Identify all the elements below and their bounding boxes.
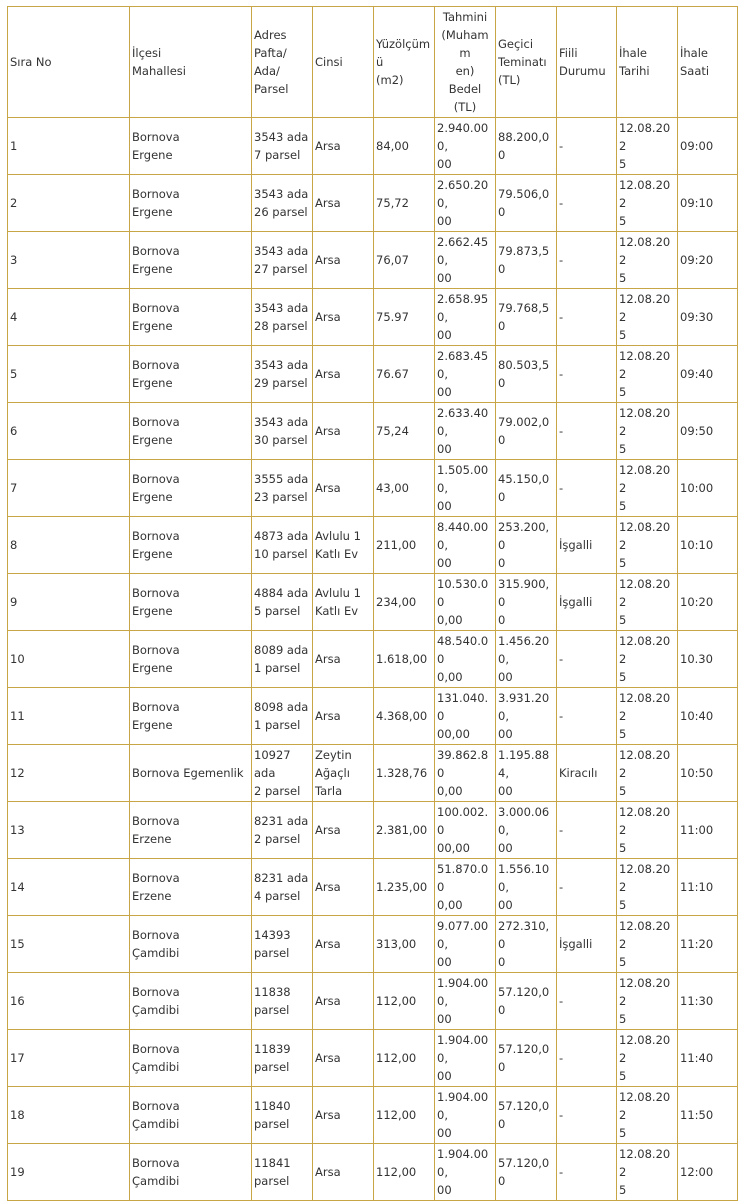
adres-cell: 8231 ada 4 parsel <box>252 859 313 916</box>
ihale-tarihi-cell: 12.08.202 5 <box>617 688 678 745</box>
cinsi-cell: Arsa <box>313 460 374 517</box>
ihale-tarihi-cell: 12.08.202 5 <box>617 289 678 346</box>
table-row <box>8 1144 738 1201</box>
ihale-tarihi-cell: 12.08.202 5 <box>617 745 678 802</box>
header-tahmini-bedel: Tahmini (Muhamm en) Bedel (TL) <box>435 7 496 118</box>
ihale-tarihi-cell: 12.08.202 5 <box>617 346 678 403</box>
tahmini-bedel-cell: 2.683.450, 00 <box>435 346 496 403</box>
adres-cell: 4873 ada 10 parsel <box>252 517 313 574</box>
ihale-saati-cell: 12:00 <box>678 1144 738 1201</box>
ihale-tarihi-cell: 12.08.202 5 <box>617 1144 678 1201</box>
ihale-saati-cell: 09:50 <box>678 403 738 460</box>
gecici-teminat-cell: 88.200,00 <box>496 118 557 175</box>
adres-cell: 8231 ada 2 parsel <box>252 802 313 859</box>
table-row <box>8 802 738 859</box>
adres-cell: 3543 ada 29 parsel <box>252 346 313 403</box>
tahmini-bedel-cell: 2.658.950, 00 <box>435 289 496 346</box>
tahmini-bedel-cell: 48.540.00 0,00 <box>435 631 496 688</box>
adres-cell: 11838 parsel <box>252 973 313 1030</box>
fiili-durumu-cell: - <box>557 973 617 1030</box>
ihale-tarihi-cell: 12.08.202 5 <box>617 916 678 973</box>
ihale-saati-cell: 11:50 <box>678 1087 738 1144</box>
gecici-teminat-cell: 57.120,00 <box>496 973 557 1030</box>
ilce-mahalle-cell: Bornova Ergene <box>130 460 252 517</box>
ihale-tarihi-cell: 12.08.202 5 <box>617 403 678 460</box>
fiili-durumu-cell: - <box>557 631 617 688</box>
ilce-mahalle-cell: Bornova Egemenlik <box>130 745 252 802</box>
table-row <box>8 745 738 802</box>
cinsi-cell: Arsa <box>313 916 374 973</box>
yuzolcum-cell: 2.381,00 <box>374 802 435 859</box>
fiili-durumu-cell: İşgalli <box>557 517 617 574</box>
ilce-mahalle-cell: Bornova Ergene <box>130 517 252 574</box>
header-fiili-durumu: Fiili Durumu <box>557 7 617 118</box>
cinsi-cell: Arsa <box>313 118 374 175</box>
ihale-tarihi-cell: 12.08.202 5 <box>617 1087 678 1144</box>
yuzolcum-cell: 112,00 <box>374 1144 435 1201</box>
fiili-durumu-cell: İşgalli <box>557 916 617 973</box>
header-yuzolcum: Yüzölçüm ü (m2) <box>374 7 435 118</box>
tahmini-bedel-cell: 1.904.000, 00 <box>435 973 496 1030</box>
ihale-tarihi-cell: 12.08.202 5 <box>617 118 678 175</box>
gecici-teminat-cell: 57.120,00 <box>496 1030 557 1087</box>
ilce-mahalle-cell: Bornova Ergene <box>130 232 252 289</box>
yuzolcum-cell: 76,07 <box>374 232 435 289</box>
yuzolcum-cell: 1.618,00 <box>374 631 435 688</box>
tahmini-bedel-cell: 2.650.200, 00 <box>435 175 496 232</box>
adres-cell: 3543 ada 30 parsel <box>252 403 313 460</box>
ihale-saati-cell: 11:10 <box>678 859 738 916</box>
table-row <box>8 631 738 688</box>
sira-no-cell: 3 <box>8 232 130 289</box>
cinsi-cell: Arsa <box>313 688 374 745</box>
ihale-tarihi-cell: 12.08.202 5 <box>617 973 678 1030</box>
gecici-teminat-cell: 57.120,00 <box>496 1144 557 1201</box>
adres-cell: 3543 ada 26 parsel <box>252 175 313 232</box>
ilce-mahalle-cell: Bornova Çamdibi <box>130 973 252 1030</box>
ihale-tarihi-cell: 12.08.202 5 <box>617 1030 678 1087</box>
ihale-saati-cell: 10:50 <box>678 745 738 802</box>
fiili-durumu-cell: - <box>557 403 617 460</box>
table-row <box>8 403 738 460</box>
adres-cell: 11839 parsel <box>252 1030 313 1087</box>
yuzolcum-cell: 84,00 <box>374 118 435 175</box>
table-row <box>8 859 738 916</box>
sira-no-cell: 6 <box>8 403 130 460</box>
cinsi-cell: Arsa <box>313 232 374 289</box>
yuzolcum-cell: 4.368,00 <box>374 688 435 745</box>
ihale-tarihi-cell: 12.08.202 5 <box>617 460 678 517</box>
fiili-durumu-cell: İşgalli <box>557 574 617 631</box>
gecici-teminat-cell: 3.000.060, 00 <box>496 802 557 859</box>
ihale-saati-cell: 09:20 <box>678 232 738 289</box>
tahmini-bedel-cell: 9.077.000, 00 <box>435 916 496 973</box>
adres-cell: 3555 ada 23 parsel <box>252 460 313 517</box>
table-row <box>8 517 738 574</box>
tahmini-bedel-cell: 51.870.00 0,00 <box>435 859 496 916</box>
sira-no-cell: 5 <box>8 346 130 403</box>
tahmini-bedel-cell: 39.862.80 0,00 <box>435 745 496 802</box>
gecici-teminat-cell: 79.768,50 <box>496 289 557 346</box>
table-row <box>8 1030 738 1087</box>
cinsi-cell: Arsa <box>313 289 374 346</box>
gecici-teminat-cell: 3.931.200, 00 <box>496 688 557 745</box>
cinsi-cell: Arsa <box>313 403 374 460</box>
fiili-durumu-cell: - <box>557 118 617 175</box>
ihale-saati-cell: 11:20 <box>678 916 738 973</box>
cinsi-cell: Arsa <box>313 631 374 688</box>
sira-no-cell: 14 <box>8 859 130 916</box>
fiili-durumu-cell: - <box>557 1144 617 1201</box>
ihale-saati-cell: 11:40 <box>678 1030 738 1087</box>
table-row <box>8 175 738 232</box>
adres-cell: 3543 ada 28 parsel <box>252 289 313 346</box>
ilce-mahalle-cell: Bornova Erzene <box>130 859 252 916</box>
header-gecici-teminat: Geçici Teminatı (TL) <box>496 7 557 118</box>
fiili-durumu-cell: - <box>557 289 617 346</box>
sira-no-cell: 13 <box>8 802 130 859</box>
table-row <box>8 460 738 517</box>
table-row <box>8 973 738 1030</box>
header-ihale-saati: İhale Saati <box>678 7 738 118</box>
gecici-teminat-cell: 45.150,00 <box>496 460 557 517</box>
yuzolcum-cell: 234,00 <box>374 574 435 631</box>
yuzolcum-cell: 112,00 <box>374 1030 435 1087</box>
fiili-durumu-cell: - <box>557 346 617 403</box>
sira-no-cell: 2 <box>8 175 130 232</box>
fiili-durumu-cell: Kiracılı <box>557 745 617 802</box>
ihale-saati-cell: 10:10 <box>678 517 738 574</box>
header-cinsi: Cinsi <box>313 7 374 118</box>
yuzolcum-cell: 76.67 <box>374 346 435 403</box>
ihale-saati-cell: 09:10 <box>678 175 738 232</box>
ihale-saati-cell: 09:40 <box>678 346 738 403</box>
ihale-tarihi-cell: 12.08.202 5 <box>617 859 678 916</box>
ihale-tarihi-cell: 12.08.202 5 <box>617 631 678 688</box>
cinsi-cell: Arsa <box>313 175 374 232</box>
tahmini-bedel-cell: 2.662.450, 00 <box>435 232 496 289</box>
adres-cell: 11841 parsel <box>252 1144 313 1201</box>
fiili-durumu-cell: - <box>557 859 617 916</box>
ilce-mahalle-cell: Bornova Ergene <box>130 631 252 688</box>
ihale-tarihi-cell: 12.08.202 5 <box>617 517 678 574</box>
sira-no-cell: 19 <box>8 1144 130 1201</box>
cinsi-cell: Arsa <box>313 802 374 859</box>
adres-cell: 10927 ada 2 parsel <box>252 745 313 802</box>
fiili-durumu-cell: - <box>557 802 617 859</box>
cinsi-cell: Arsa <box>313 1087 374 1144</box>
sira-no-cell: 9 <box>8 574 130 631</box>
ilce-mahalle-cell: Bornova Ergene <box>130 574 252 631</box>
cinsi-cell: Arsa <box>313 346 374 403</box>
gecici-teminat-cell: 1.556.100, 00 <box>496 859 557 916</box>
gecici-teminat-cell: 272.310,0 0 <box>496 916 557 973</box>
gecici-teminat-cell: 57.120,00 <box>496 1087 557 1144</box>
table-row <box>8 574 738 631</box>
fiili-durumu-cell: - <box>557 1087 617 1144</box>
gecici-teminat-cell: 79.873,50 <box>496 232 557 289</box>
fiili-durumu-cell: - <box>557 1030 617 1087</box>
tahmini-bedel-cell: 131.040.0 00,00 <box>435 688 496 745</box>
ilce-mahalle-cell: Bornova Ergene <box>130 403 252 460</box>
cinsi-cell: Zeytin Ağaçlı Tarla <box>313 745 374 802</box>
tahmini-bedel-cell: 10.530.00 0,00 <box>435 574 496 631</box>
tahmini-bedel-cell: 1.904.000, 00 <box>435 1030 496 1087</box>
table-row <box>8 346 738 403</box>
ihale-tarihi-cell: 12.08.202 5 <box>617 175 678 232</box>
ilce-mahalle-cell: Bornova Ergene <box>130 118 252 175</box>
adres-cell: 3543 ada 7 parsel <box>252 118 313 175</box>
ilce-mahalle-cell: Bornova Erzene <box>130 802 252 859</box>
yuzolcum-cell: 75,24 <box>374 403 435 460</box>
cinsi-cell: Arsa <box>313 973 374 1030</box>
yuzolcum-cell: 112,00 <box>374 973 435 1030</box>
ihale-tarihi-cell: 12.08.202 5 <box>617 232 678 289</box>
ilce-mahalle-cell: Bornova Çamdibi <box>130 1030 252 1087</box>
header-sira-no: Sıra No <box>8 7 130 118</box>
gecici-teminat-cell: 79.002,00 <box>496 403 557 460</box>
gecici-teminat-cell: 79.506,00 <box>496 175 557 232</box>
header-ihale-tarihi: İhale Tarihi <box>617 7 678 118</box>
gecici-teminat-cell: 1.195.884, 00 <box>496 745 557 802</box>
sira-no-cell: 12 <box>8 745 130 802</box>
ilce-mahalle-cell: Bornova Ergene <box>130 688 252 745</box>
ilce-mahalle-cell: Bornova Ergene <box>130 346 252 403</box>
ihale-saati-cell: 09:30 <box>678 289 738 346</box>
tahmini-bedel-cell: 100.002.0 00,00 <box>435 802 496 859</box>
tahmini-bedel-cell: 1.904.000, 00 <box>435 1087 496 1144</box>
ilce-mahalle-cell: Bornova Çamdibi <box>130 916 252 973</box>
tahmini-bedel-cell: 2.940.000, 00 <box>435 118 496 175</box>
gecici-teminat-cell: 80.503,50 <box>496 346 557 403</box>
ilce-mahalle-cell: Bornova Ergene <box>130 289 252 346</box>
table-row <box>8 916 738 973</box>
tahmini-bedel-cell: 1.505.000, 00 <box>435 460 496 517</box>
header-adres: Adres Pafta/ Ada/ Parsel <box>252 7 313 118</box>
sira-no-cell: 16 <box>8 973 130 1030</box>
table-row <box>8 118 738 175</box>
yuzolcum-cell: 1.235,00 <box>374 859 435 916</box>
ilce-mahalle-cell: Bornova Ergene <box>130 175 252 232</box>
yuzolcum-cell: 313,00 <box>374 916 435 973</box>
fiili-durumu-cell: - <box>557 232 617 289</box>
table-row <box>8 232 738 289</box>
sira-no-cell: 17 <box>8 1030 130 1087</box>
ilce-mahalle-cell: Bornova Çamdibi <box>130 1144 252 1201</box>
adres-cell: 4884 ada 5 parsel <box>252 574 313 631</box>
ihale-saati-cell: 11:30 <box>678 973 738 1030</box>
yuzolcum-cell: 75.97 <box>374 289 435 346</box>
adres-cell: 8098 ada 1 parsel <box>252 688 313 745</box>
adres-cell: 8089 ada 1 parsel <box>252 631 313 688</box>
ihale-tarihi-cell: 12.08.202 5 <box>617 802 678 859</box>
adres-cell: 11840 parsel <box>252 1087 313 1144</box>
fiili-durumu-cell: - <box>557 175 617 232</box>
yuzolcum-cell: 1.328,76 <box>374 745 435 802</box>
ihale-saati-cell: 10.30 <box>678 631 738 688</box>
sira-no-cell: 15 <box>8 916 130 973</box>
tahmini-bedel-cell: 8.440.000, 00 <box>435 517 496 574</box>
cinsi-cell: Avlulu 1 Katlı Ev <box>313 574 374 631</box>
gecici-teminat-cell: 253.200,0 0 <box>496 517 557 574</box>
ihale-saati-cell: 11:00 <box>678 802 738 859</box>
table-row <box>8 1087 738 1144</box>
table-body <box>8 118 738 1201</box>
ilce-mahalle-cell: Bornova Çamdibi <box>130 1087 252 1144</box>
yuzolcum-cell: 75,72 <box>374 175 435 232</box>
yuzolcum-cell: 43,00 <box>374 460 435 517</box>
tahmini-bedel-cell: 1.904.000, 00 <box>435 1144 496 1201</box>
ihale-saati-cell: 09:00 <box>678 118 738 175</box>
tahmini-bedel-cell: 2.633.400, 00 <box>435 403 496 460</box>
cinsi-cell: Avlulu 1 Katlı Ev <box>313 517 374 574</box>
fiili-durumu-cell: - <box>557 460 617 517</box>
ihale-saati-cell: 10:00 <box>678 460 738 517</box>
sira-no-cell: 8 <box>8 517 130 574</box>
gecici-teminat-cell: 315.900,0 0 <box>496 574 557 631</box>
yuzolcum-cell: 211,00 <box>374 517 435 574</box>
sira-no-cell: 7 <box>8 460 130 517</box>
ihale-saati-cell: 10:40 <box>678 688 738 745</box>
adres-cell: 14393 parsel <box>252 916 313 973</box>
cinsi-cell: Arsa <box>313 1030 374 1087</box>
sira-no-cell: 10 <box>8 631 130 688</box>
ihale-saati-cell: 10:20 <box>678 574 738 631</box>
header-ilce-mahalle: İlçesi Mahallesi <box>130 7 252 118</box>
table-row <box>8 289 738 346</box>
ihale-tarihi-cell: 12.08.202 5 <box>617 574 678 631</box>
sira-no-cell: 18 <box>8 1087 130 1144</box>
fiili-durumu-cell: - <box>557 688 617 745</box>
adres-cell: 3543 ada 27 parsel <box>252 232 313 289</box>
auction-table <box>7 6 738 1201</box>
sira-no-cell: 11 <box>8 688 130 745</box>
yuzolcum-cell: 112,00 <box>374 1087 435 1144</box>
cinsi-cell: Arsa <box>313 1144 374 1201</box>
header-row <box>8 7 738 118</box>
cinsi-cell: Arsa <box>313 859 374 916</box>
sira-no-cell: 1 <box>8 118 130 175</box>
table-row <box>8 688 738 745</box>
gecici-teminat-cell: 1.456.200, 00 <box>496 631 557 688</box>
sira-no-cell: 4 <box>8 289 130 346</box>
